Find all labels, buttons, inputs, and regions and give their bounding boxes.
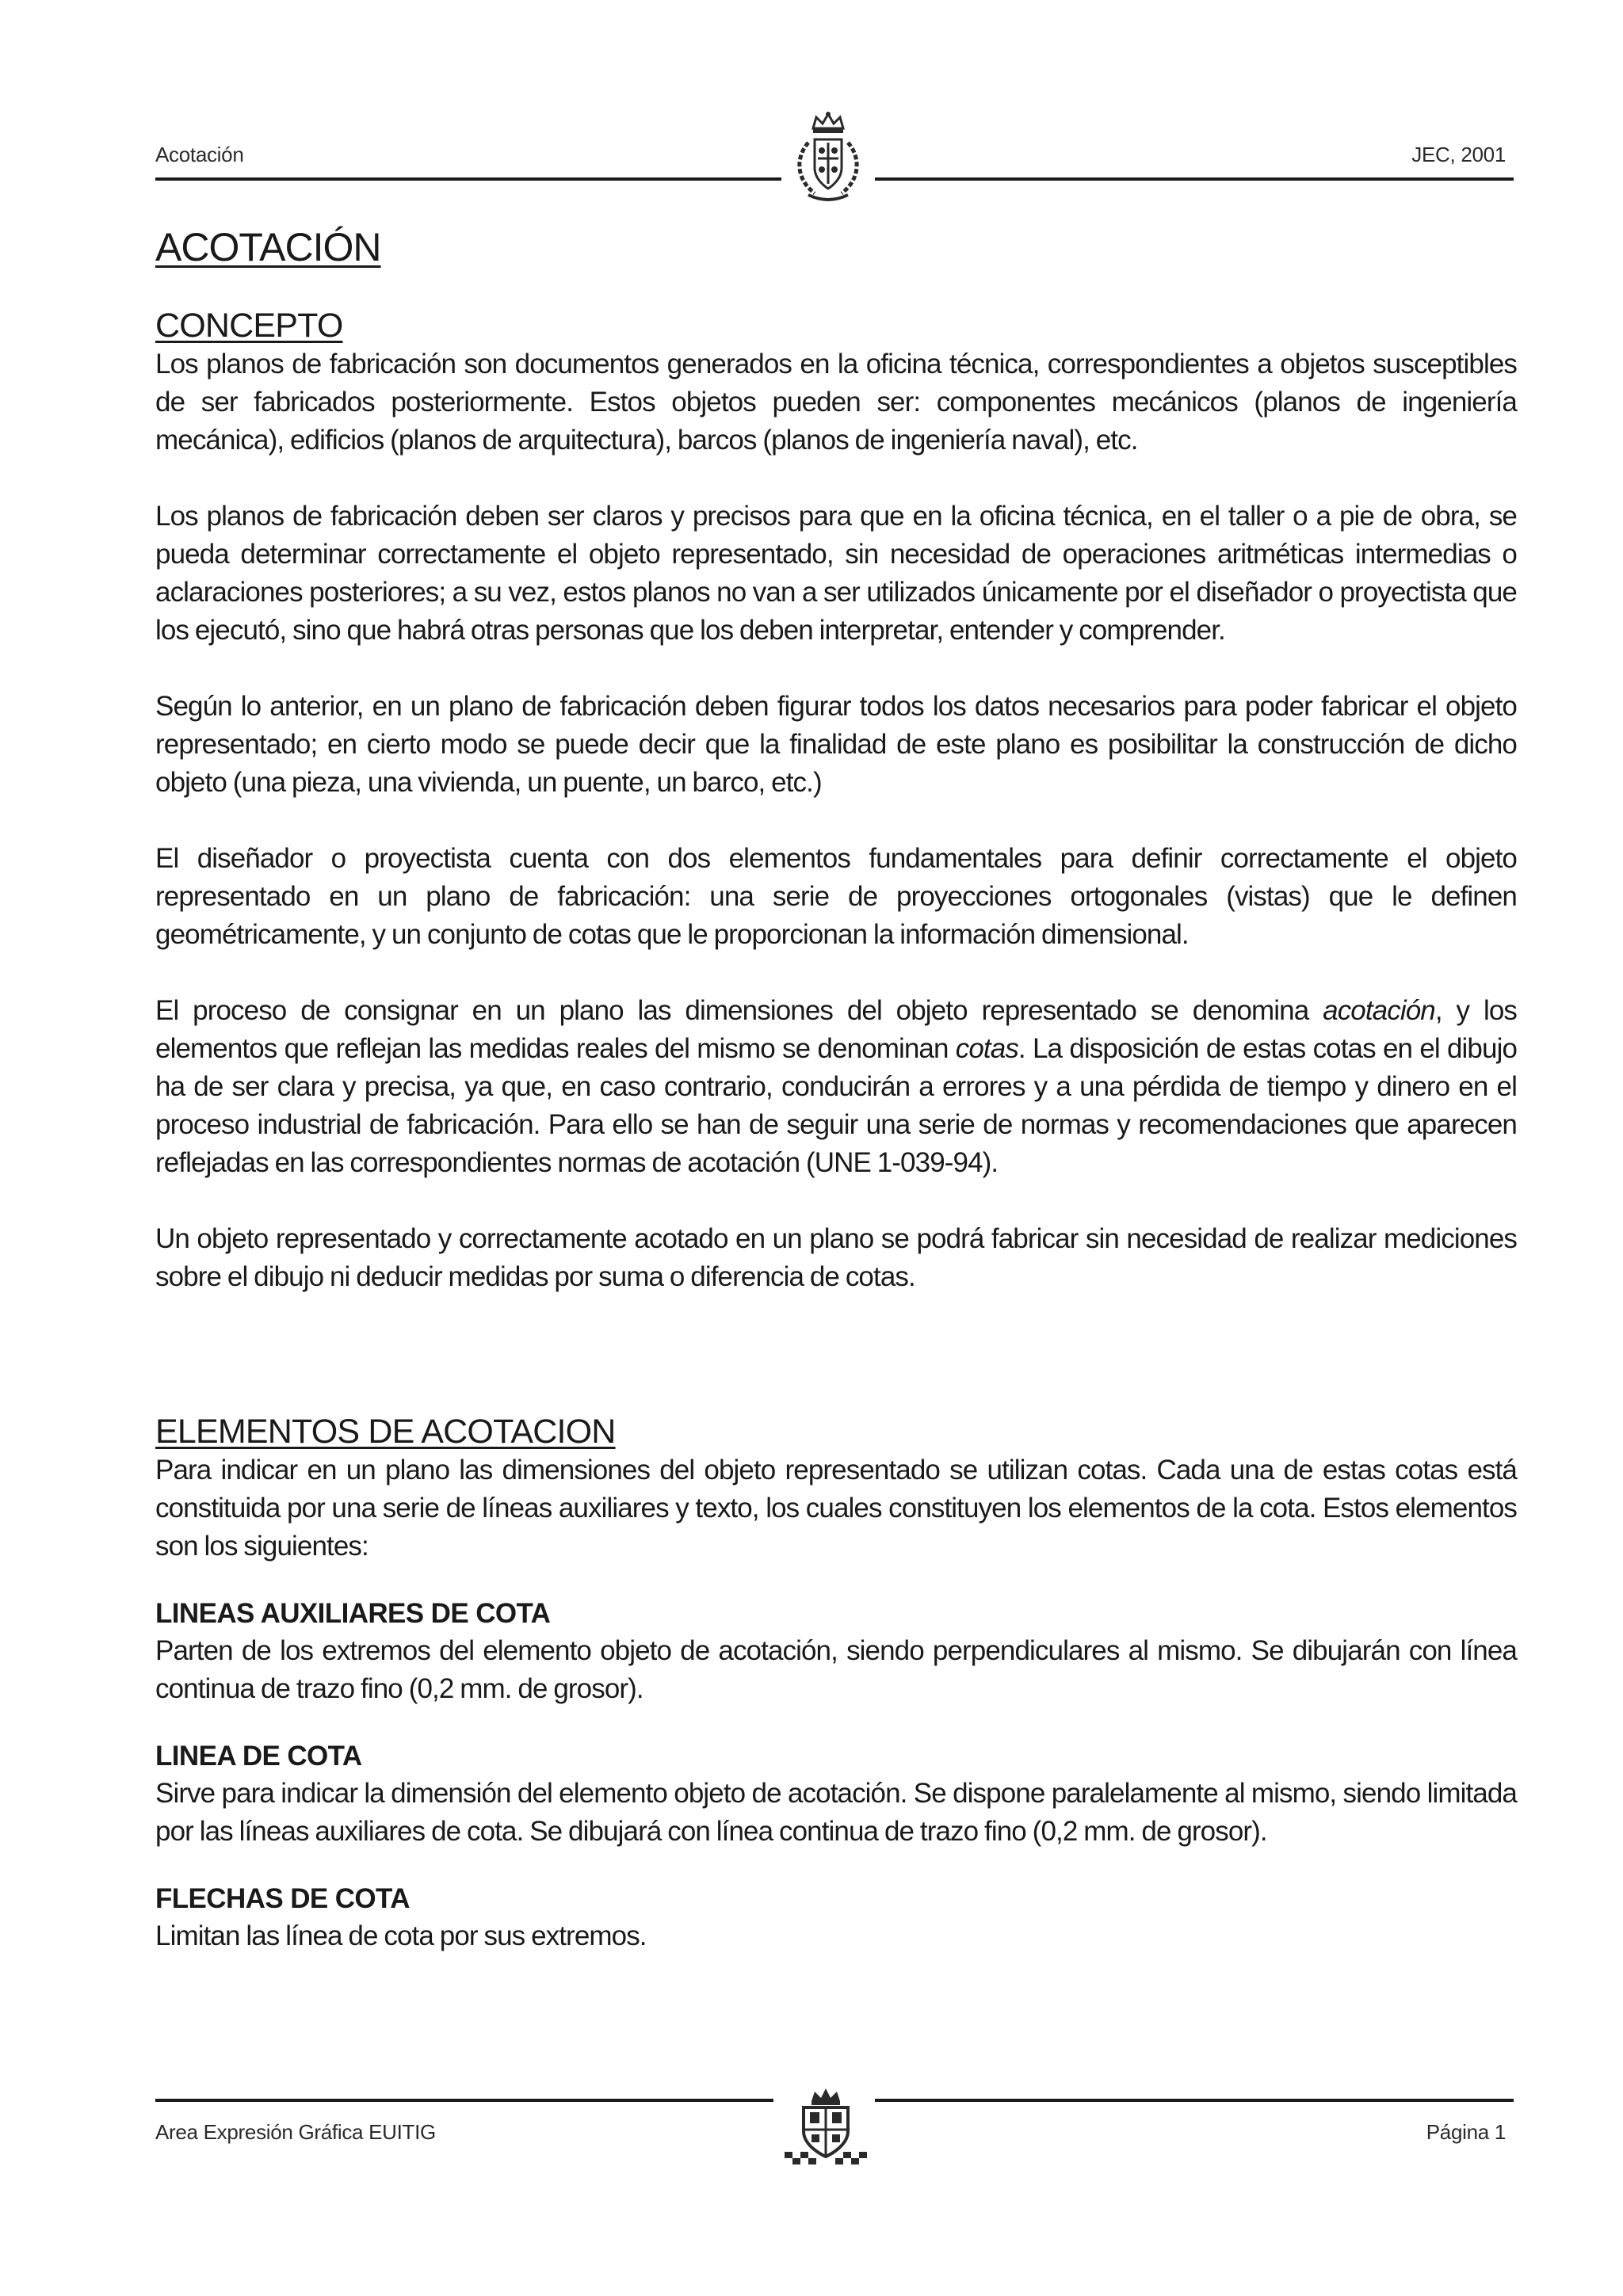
header-right-text: JEC, 2001 xyxy=(1411,143,1506,166)
paragraph: Un objeto representado y correctamente acotado en un plano se podrá fabricar sin necesidad de realizar mediciones sobre el dibujo ni deducir medidas por suma o diferencia de cotas. xyxy=(155,1223,1517,1292)
emphasis-cotas: cotas xyxy=(955,1033,1018,1064)
main-content xyxy=(155,223,1517,1955)
emphasis-acotacion: acotación xyxy=(1323,995,1435,1026)
section-heading-elementos: ELEMENTOS DE ACOTACION xyxy=(155,1413,616,1451)
paragraph: Según lo anterior, en un plano de fabricación deben figurar todos los datos necesarios para poder fabricar el objeto representado; en cierto modo se puede decir que la finalidad de este plano es posibilitar la construcción de dicho objeto (una pieza, una vivienda, un puente, un barco, etc.) xyxy=(155,691,1517,798)
seal-icon xyxy=(780,2084,872,2166)
footer-rule-right xyxy=(875,2099,1514,2102)
subheading-linea-de-cota: LINEA DE COTA xyxy=(155,1741,362,1772)
paragraph: Limitan las línea de cota por sus extremos. xyxy=(155,1920,647,1951)
subheading-lineas-auxiliares: LINEAS AUXILIARES DE COTA xyxy=(155,1598,551,1629)
paragraph: Para indicar en un plano las dimensiones del objeto representado se utilizan cotas. Cada una de estas cotas está constituida por una serie de líneas auxiliares y texto, los cuales constituyen los elementos de la cota. Estos elementos son los siguientes: xyxy=(155,1455,1517,1562)
paragraph: Los planos de fabricación deben ser claros y precisos para que en la oficina técnica, en el taller o a pie de obra, se pueda determinar correctamente el objeto representado, sin necesidad de operaciones aritméticas intermedias o aclaraciones posteriores; a su vez, estos planos no van a ser utilizados únicamente por el diseñador o proyectista que los ejecutó, sino que habrá otras personas que los deben interpretar, entender y comprender. xyxy=(155,501,1517,646)
subheading-flechas-de-cota: FLECHAS DE COTA xyxy=(155,1883,410,1914)
footer-rule-left xyxy=(155,2099,773,2102)
header-rule-left xyxy=(155,177,781,181)
paragraph: Sirve para indicar la dimensión del elemento objeto de acotación. Se dispone paralelamente al mismo, siendo limitada por las líneas auxiliares de cota. Se dibujará con línea continua de trazo fino (0,2 mm. de grosor). xyxy=(155,1778,1517,1847)
paragraph xyxy=(155,992,1517,1182)
section-heading-concepto: CONCEPTO xyxy=(155,307,343,345)
paragraph: El diseñador o proyectista cuenta con dos elementos fundamentales para definir correctamente el objeto representado en un plano de fabricación: una serie de proyecciones ortogonales (vistas) que le definen geométricamente, y un conjunto de cotas que le proporcionan la información dimensional. xyxy=(155,843,1517,950)
paragraph-text: , y los elementos que reflejan las medidas reales del mismo se denominan xyxy=(155,995,1517,1064)
paragraph-text: El proceso de consignar en un plano las dimensiones del objeto representado se denomina xyxy=(155,995,1323,1026)
page-title: ACOTACIÓN xyxy=(155,225,381,269)
header-rule-right xyxy=(875,177,1514,181)
crest-icon xyxy=(785,111,872,206)
paragraph: Los planos de fabricación son documentos generados en la oficina técnica, correspondientes a objetos susceptibles de ser fabricados posteriormente. Estos objetos pueden ser: componentes mecánicos (planos de ingeniería mecánica), edificios (planos de arquitectura), barcos (planos de ingeniería naval), etc. xyxy=(155,349,1517,456)
footer-left-text: Area Expresión Gráfica EUITIG xyxy=(155,2120,436,2144)
header-left-text: Acotación xyxy=(155,143,244,166)
paragraph: Parten de los extremos del elemento objeto de acotación, siendo perpendiculares al mismo. Se dibujarán con línea continua de trazo fino (0,2 mm. de grosor). xyxy=(155,1635,1517,1704)
page-number: Página 1 xyxy=(1426,2120,1506,2144)
paragraph-text: . La disposición de estas cotas en el dibujo ha de ser clara y precisa, ya que, en caso contrario, conducirán a errores y a una pérdida de tiempo y dinero en el proceso industrial de fabricación. Para ello se han de seguir una serie de normas y recomendaciones que aparecen reflejadas en las correspondientes normas de acotación (UNE 1-039-94). xyxy=(155,1033,1518,1178)
